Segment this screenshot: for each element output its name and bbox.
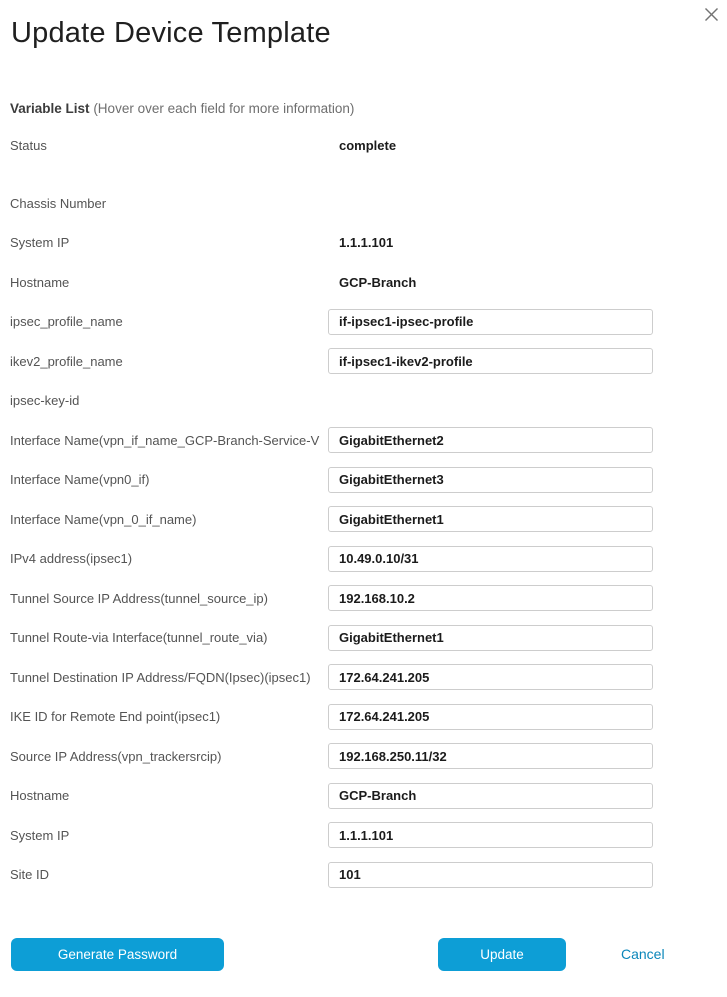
variable-label: ipsec_profile_name — [10, 314, 123, 330]
variable-label: Status — [10, 138, 47, 154]
footer-actions — [0, 938, 727, 972]
variable-row — [10, 697, 717, 737]
variable-row — [10, 302, 717, 342]
variable-label: Site ID — [10, 867, 50, 883]
variable-label: Source IP Address(vpn_trackersrcip) — [10, 748, 222, 764]
variable-row — [10, 776, 717, 816]
variable-row — [10, 500, 717, 540]
variable-input[interactable] — [328, 743, 653, 769]
variable-value: GCP-Branch — [339, 274, 417, 290]
variable-label: ikev2_profile_name — [10, 353, 123, 369]
variable-row — [10, 658, 717, 698]
variable-row — [10, 579, 717, 619]
variable-label: System IP — [10, 827, 70, 843]
variable-label: IPv4 address(ipsec1) — [10, 551, 133, 567]
variable-label: Hostname — [10, 274, 70, 290]
variable-label: Hostname — [10, 788, 70, 804]
variable-input[interactable] — [328, 309, 653, 335]
variable-input[interactable] — [328, 704, 653, 730]
variable-input[interactable] — [328, 467, 653, 493]
variable-row — [10, 342, 717, 382]
variable-row — [10, 223, 717, 263]
variable-row — [10, 618, 717, 658]
variable-list-hint: (Hover over each field for more information) — [93, 101, 355, 116]
page-title: Update Device Template — [11, 17, 331, 49]
variable-row — [10, 855, 717, 895]
variable-input[interactable] — [328, 625, 653, 651]
variable-input[interactable] — [328, 783, 653, 809]
variable-row — [10, 184, 717, 224]
variable-value: complete — [339, 138, 397, 154]
close-icon[interactable] — [702, 5, 720, 23]
variable-label: Interface Name(vpn_if_name_GCP-Branch-Service-V — [10, 432, 320, 448]
variable-input[interactable] — [328, 862, 653, 888]
variable-list — [10, 126, 717, 895]
variable-list-heading — [10, 101, 354, 116]
update-button[interactable]: Update — [438, 938, 566, 971]
variable-label: IKE ID for Remote End point(ipsec1) — [10, 709, 221, 725]
variable-input[interactable] — [328, 427, 653, 453]
variable-label: Tunnel Source IP Address(tunnel_source_ip) — [10, 590, 268, 606]
variable-input[interactable] — [328, 546, 653, 572]
variable-row — [10, 737, 717, 777]
variable-label: System IP — [10, 235, 70, 251]
variable-row — [10, 539, 717, 579]
close-icon-glyph — [704, 7, 719, 22]
variable-row — [10, 381, 717, 421]
variable-label: Chassis Number — [10, 195, 107, 211]
variable-row — [10, 460, 717, 500]
variable-row — [10, 421, 717, 461]
variable-label: Tunnel Destination IP Address/FQDN(Ipsec)(ipsec1) — [10, 669, 311, 685]
cancel-link[interactable]: Cancel — [621, 946, 665, 962]
variable-label: Tunnel Route-via Interface(tunnel_route_via) — [10, 630, 268, 646]
variable-row — [10, 816, 717, 856]
variable-row — [10, 126, 717, 166]
variable-input[interactable] — [328, 822, 653, 848]
variable-label: Interface Name(vpn0_if) — [10, 472, 150, 488]
variable-input[interactable] — [328, 585, 653, 611]
variable-input[interactable] — [328, 506, 653, 532]
variable-label: ipsec-key-id — [10, 393, 80, 409]
variable-row — [10, 263, 717, 303]
variable-value: 1.1.1.101 — [339, 235, 394, 251]
variable-input[interactable] — [328, 348, 653, 374]
generate-password-button[interactable]: Generate Password — [11, 938, 224, 971]
variable-label: Interface Name(vpn_0_if_name) — [10, 511, 197, 527]
variable-input[interactable] — [328, 664, 653, 690]
variable-list-title: Variable List — [10, 101, 90, 116]
